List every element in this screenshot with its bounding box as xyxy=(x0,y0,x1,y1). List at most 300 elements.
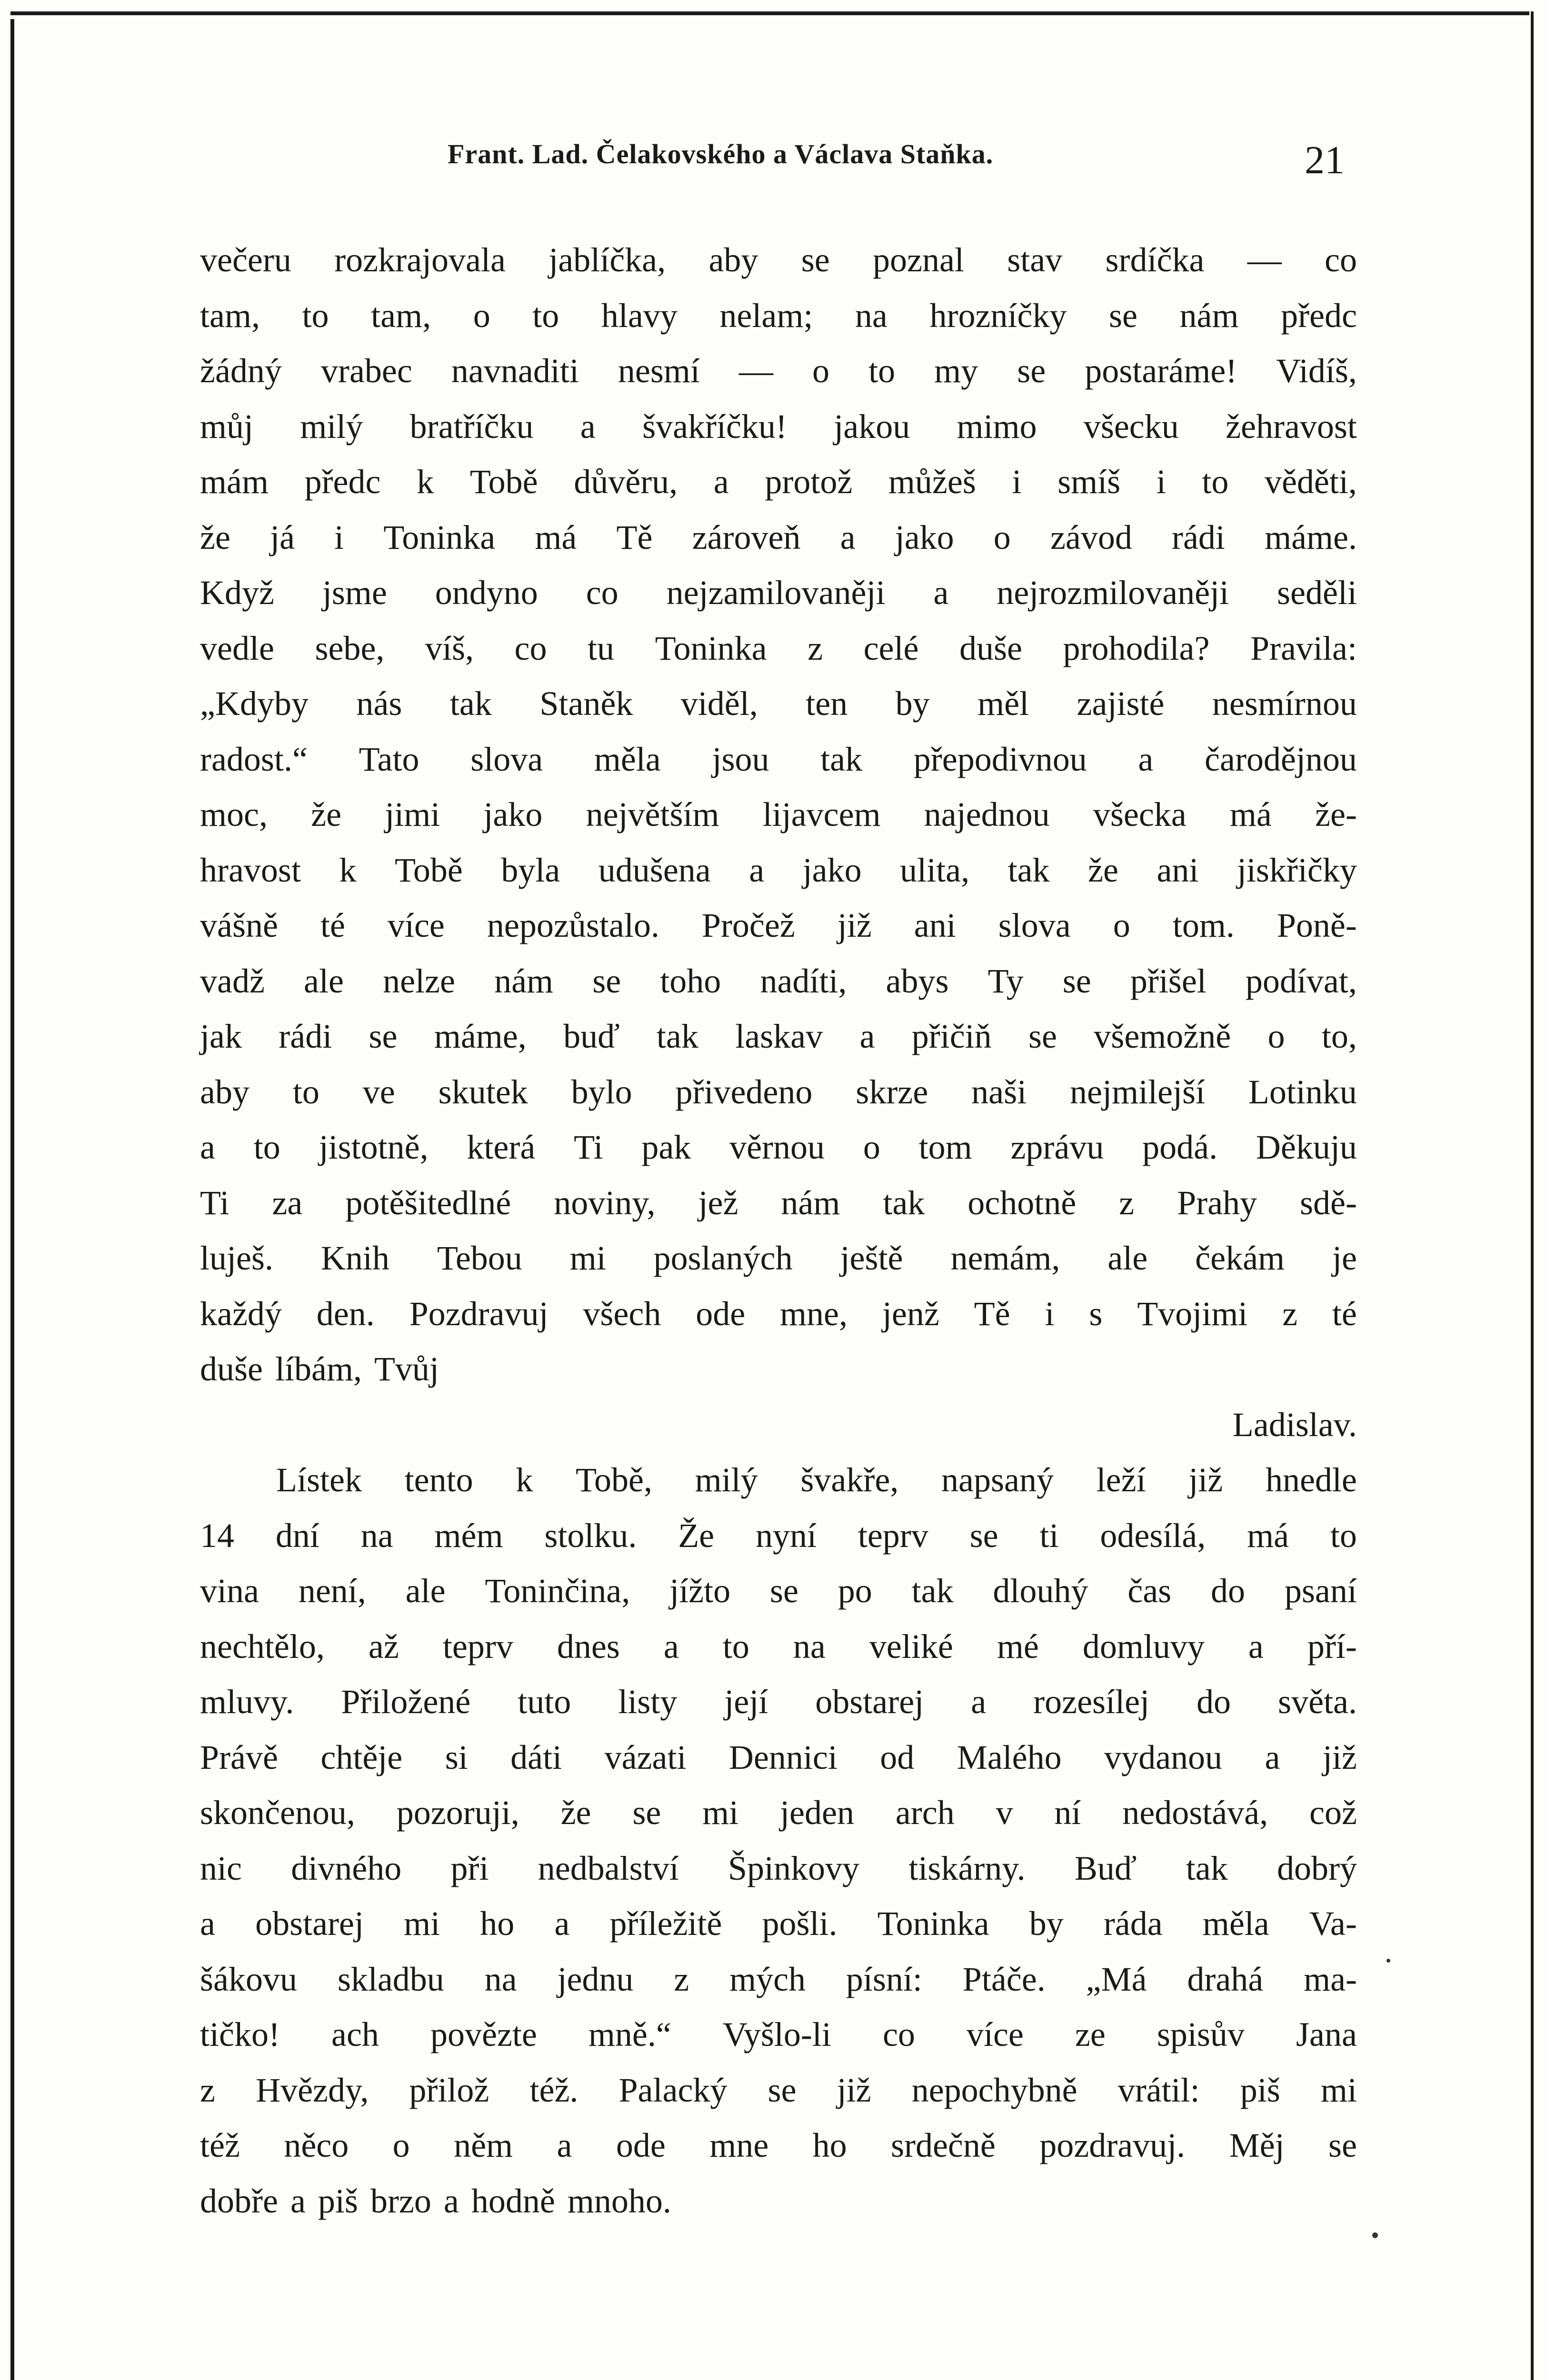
word: já xyxy=(270,518,295,556)
word: ráda xyxy=(1103,1904,1163,1943)
text-line xyxy=(200,232,1357,288)
word: tak xyxy=(911,1572,954,1610)
word: té xyxy=(320,906,345,944)
word: pozdravuj. xyxy=(1039,2126,1186,2164)
word: jimi xyxy=(385,795,440,833)
word: Měj xyxy=(1229,2126,1285,2164)
word: Tvojimi xyxy=(1137,1294,1248,1333)
word: vadž xyxy=(200,962,265,1000)
word: tak xyxy=(1186,1849,1228,1887)
word: s xyxy=(1089,1294,1103,1333)
word: arch xyxy=(895,1794,955,1832)
word: si xyxy=(445,1738,468,1776)
word: ho xyxy=(812,2126,847,2164)
text-line xyxy=(200,2063,1357,2118)
word: nesmí xyxy=(618,352,700,390)
word: laskav xyxy=(735,1017,823,1055)
text-line xyxy=(200,621,1357,676)
word: i xyxy=(1012,463,1022,501)
word: nepochybně xyxy=(911,2071,1077,2109)
word: tam, xyxy=(371,296,431,335)
word: již xyxy=(837,906,872,944)
word: písní: xyxy=(846,1960,922,1998)
word: o xyxy=(1113,906,1130,944)
word: všecka xyxy=(1093,795,1187,833)
text-line xyxy=(200,2118,1357,2173)
word: že- xyxy=(1315,795,1357,833)
word: v xyxy=(996,1794,1013,1832)
word: přepodivnou xyxy=(913,740,1087,778)
word: Toninka xyxy=(383,518,496,556)
word: se xyxy=(592,962,621,1000)
word: na xyxy=(360,1516,393,1555)
word: nadíti, xyxy=(760,962,847,1000)
word: vydanou xyxy=(1104,1738,1223,1776)
word: tak xyxy=(1007,851,1050,889)
word: můžeš xyxy=(888,463,976,501)
word: Palacký xyxy=(618,2071,728,2109)
text-line xyxy=(200,732,1357,787)
word: k xyxy=(417,463,434,501)
word: ondyno xyxy=(435,574,538,612)
word: mnoho. xyxy=(567,2182,671,2220)
word: všemožně xyxy=(1094,1017,1231,1055)
word: aby xyxy=(708,241,758,279)
text-line xyxy=(200,565,1357,621)
page-number: 21 xyxy=(1305,138,1345,182)
word: ale xyxy=(304,962,344,1000)
word: Ptáče. xyxy=(962,1960,1046,1998)
word: z xyxy=(808,629,823,667)
word: navnaditi xyxy=(451,352,579,390)
text-line xyxy=(200,2173,1357,2229)
word: jsou xyxy=(712,740,769,778)
word: již xyxy=(837,2071,871,2109)
text-line xyxy=(200,1563,1357,1619)
word: jablíčka, xyxy=(549,241,666,279)
word: něco xyxy=(284,2126,349,2164)
word: skrze xyxy=(856,1072,928,1111)
word: Že xyxy=(678,1516,715,1555)
word: ho xyxy=(480,1904,515,1943)
word: jako xyxy=(895,518,954,556)
word: přičiň xyxy=(911,1017,992,1055)
text-line xyxy=(200,1896,1357,1952)
word: se xyxy=(1028,1017,1057,1055)
word: nejmilejší xyxy=(1070,1072,1205,1111)
text-line xyxy=(200,1841,1357,1896)
word: nejzamilovaněji xyxy=(666,574,886,612)
word: nesmírnou xyxy=(1212,684,1357,723)
page-edge-right xyxy=(1531,11,1534,2380)
word: Když xyxy=(200,574,274,612)
word: byla xyxy=(501,851,560,889)
word: Vidíš, xyxy=(1276,352,1357,390)
word: radost.“ xyxy=(200,740,308,778)
word: to xyxy=(722,1627,749,1666)
word: Tobě xyxy=(394,851,463,889)
word: obstarej xyxy=(255,1904,364,1943)
word: nelze xyxy=(383,962,455,1000)
word: přivedeno xyxy=(675,1072,813,1111)
text-line xyxy=(200,288,1357,344)
word: moc, xyxy=(200,795,268,833)
word: švakříčku! xyxy=(642,407,787,446)
word: divného xyxy=(291,1849,402,1887)
word: jistotně, xyxy=(319,1128,429,1166)
page-edge-top xyxy=(10,11,1529,15)
text-line xyxy=(200,454,1357,510)
word: 14 xyxy=(200,1516,234,1555)
word: mi xyxy=(702,1794,739,1832)
word: brzo xyxy=(370,2182,431,2220)
word: pošli. xyxy=(762,1904,838,1943)
word: celé xyxy=(863,629,919,667)
text-line xyxy=(200,1452,1357,1508)
text-line xyxy=(200,898,1357,953)
word: měl xyxy=(977,684,1029,723)
word: to xyxy=(253,1128,280,1166)
word: mám xyxy=(200,463,269,501)
word: tu xyxy=(588,629,615,667)
word: o xyxy=(1267,1017,1285,1055)
word: naši xyxy=(971,1072,1027,1111)
word: jiskřičky xyxy=(1237,851,1357,889)
word: jako xyxy=(802,851,862,889)
word: máme, xyxy=(434,1017,527,1055)
word: to, xyxy=(1321,1017,1357,1055)
word: viděl, xyxy=(680,684,758,723)
word: čarodějnou xyxy=(1205,740,1357,778)
word: věděti, xyxy=(1264,463,1357,501)
word: všecku xyxy=(1083,407,1179,446)
word: mne, xyxy=(780,1294,848,1333)
word: leží xyxy=(1096,1461,1146,1499)
word: co xyxy=(586,574,618,612)
word: aby xyxy=(200,1072,249,1111)
running-head: Frant. Lad. Čelakovského a Václava Staňka. xyxy=(448,139,994,169)
word: světa. xyxy=(1278,1683,1357,1721)
word: a xyxy=(749,851,765,889)
word: podá. xyxy=(1142,1128,1218,1166)
text-line xyxy=(200,843,1357,898)
word: skutek xyxy=(438,1072,528,1111)
word: rádi xyxy=(279,1017,332,1055)
word: žehravost xyxy=(1226,407,1357,446)
word: se xyxy=(1017,352,1046,390)
word: by xyxy=(1029,1904,1064,1943)
text-line xyxy=(200,1064,1357,1120)
word: tičko! xyxy=(200,2015,280,2053)
word: má xyxy=(1247,1516,1289,1555)
word: psaní xyxy=(1284,1572,1357,1610)
text-line xyxy=(200,510,1357,565)
word: Pravila: xyxy=(1250,629,1357,667)
word: není, xyxy=(298,1572,366,1610)
word: Pročež xyxy=(701,906,795,944)
word: a xyxy=(859,1017,875,1055)
word: tuto xyxy=(518,1683,571,1721)
word: již xyxy=(1188,1461,1223,1499)
word: Tvůj xyxy=(374,1350,439,1388)
word: pak xyxy=(641,1128,691,1166)
word: více xyxy=(966,2015,1024,2053)
word: ze xyxy=(1075,2015,1106,2053)
word: největším xyxy=(586,795,719,833)
text-line xyxy=(200,953,1357,1009)
word: tak xyxy=(449,684,492,723)
word: a xyxy=(1265,1738,1280,1776)
word: mně.“ xyxy=(588,2015,671,2053)
word: tak xyxy=(883,1183,925,1222)
text-line xyxy=(200,787,1357,843)
word: den. xyxy=(316,1294,375,1333)
word: srdečně xyxy=(890,2126,996,2164)
word: se xyxy=(1328,2126,1357,2164)
word: Lístek xyxy=(276,1461,362,1499)
word: Přiložené xyxy=(341,1683,471,1721)
word: Ti xyxy=(200,1183,229,1222)
word: Tě xyxy=(974,1294,1010,1333)
word: Tobě, xyxy=(576,1461,652,1499)
word: a xyxy=(1248,1627,1264,1666)
text-line xyxy=(200,2007,1357,2063)
word: teprv xyxy=(858,1516,928,1555)
word: do xyxy=(1197,1683,1231,1721)
word: Tebou xyxy=(437,1239,522,1277)
word: Ti xyxy=(574,1128,603,1166)
word: rádi xyxy=(1172,518,1225,556)
word: to xyxy=(532,296,559,335)
word: slova xyxy=(470,740,543,778)
page-edge-left xyxy=(10,19,14,2380)
word: na xyxy=(484,1960,517,1998)
word: o xyxy=(392,2126,410,2164)
word: což xyxy=(1309,1794,1357,1832)
word: též xyxy=(200,2126,240,2164)
word: mluvy. xyxy=(200,1683,294,1721)
word: ale xyxy=(1107,1239,1148,1277)
word: je xyxy=(1332,1239,1357,1277)
word: duše xyxy=(200,1350,263,1388)
word: a xyxy=(713,463,729,501)
word: skladbu xyxy=(337,1960,444,1998)
word: též. xyxy=(529,2071,579,2109)
word: piš xyxy=(1240,2071,1280,2109)
word: jeden xyxy=(780,1794,854,1832)
word: najednou xyxy=(924,795,1050,833)
word: milý xyxy=(695,1461,758,1499)
word: nás xyxy=(356,684,402,723)
word: dobře xyxy=(200,2182,278,2220)
word: předc xyxy=(1281,296,1357,335)
text-line xyxy=(200,676,1357,732)
word: to xyxy=(1202,463,1229,501)
word: to xyxy=(302,296,329,335)
word: povězte xyxy=(430,2015,537,2053)
word: hodně xyxy=(471,2182,555,2220)
word: všech xyxy=(583,1294,661,1333)
word: to xyxy=(1330,1516,1357,1555)
word: i xyxy=(1156,463,1166,501)
word: přilož xyxy=(409,2071,489,2109)
word: udušena xyxy=(598,851,711,889)
word: Lotinku xyxy=(1248,1072,1357,1111)
word: že xyxy=(200,518,230,556)
word: zajisté xyxy=(1077,684,1165,723)
word: vina xyxy=(200,1572,259,1610)
word: hrozníčky xyxy=(929,296,1067,335)
word: ve xyxy=(362,1072,395,1111)
word: vázati xyxy=(604,1738,687,1776)
word: i xyxy=(1045,1294,1055,1333)
word: bylo xyxy=(571,1072,632,1111)
word: že xyxy=(1088,851,1118,889)
word: čas xyxy=(1127,1572,1172,1610)
word: Pozdravuj xyxy=(409,1294,549,1333)
text-line xyxy=(200,1397,1357,1453)
word: nechtělo, xyxy=(200,1627,325,1666)
word: máme. xyxy=(1265,518,1357,556)
word: ochotně xyxy=(967,1183,1077,1222)
word: tam, xyxy=(200,296,260,335)
word: se xyxy=(1108,296,1137,335)
word: pozoruji, xyxy=(396,1794,519,1832)
word: dní xyxy=(275,1516,319,1555)
word: něm xyxy=(454,2126,513,2164)
word: vášně xyxy=(200,906,278,944)
word: její xyxy=(724,1683,768,1721)
word: tom. xyxy=(1172,906,1235,944)
word: se xyxy=(768,2071,797,2109)
print-speck xyxy=(1386,1959,1390,1963)
word: a xyxy=(580,407,596,446)
word: dáti xyxy=(510,1738,562,1776)
word: skončenou, xyxy=(200,1794,355,1832)
word: ode xyxy=(696,1294,746,1333)
word: již xyxy=(1322,1738,1357,1776)
word: tento xyxy=(404,1461,473,1499)
text-line xyxy=(200,1785,1357,1841)
word: má xyxy=(535,518,577,556)
word: Va- xyxy=(1309,1904,1357,1943)
word: dlouhý xyxy=(993,1572,1088,1610)
word: a xyxy=(663,1627,679,1666)
word: závod xyxy=(1050,518,1132,556)
word: žádný xyxy=(200,352,282,390)
word: co xyxy=(882,2015,915,2053)
text-line xyxy=(200,1120,1357,1175)
word: smíš xyxy=(1057,463,1121,501)
text-line xyxy=(200,1952,1357,2007)
word: chtěje xyxy=(320,1738,403,1776)
word: odesílá, xyxy=(1100,1516,1206,1555)
word: ještě xyxy=(840,1239,903,1277)
word: rozkrajovala xyxy=(334,241,506,279)
word: my xyxy=(934,352,978,390)
word: ma- xyxy=(1304,1960,1357,1998)
word: večeru xyxy=(200,241,291,279)
word: poznal xyxy=(872,241,964,279)
word: ten xyxy=(806,684,848,723)
word: Malého xyxy=(957,1738,1062,1776)
word: srdíčka xyxy=(1105,241,1205,279)
word: ti xyxy=(1039,1516,1059,1555)
word: Toninčina, xyxy=(485,1572,630,1610)
word: tiskárny. xyxy=(908,1849,1026,1887)
word: Tobě xyxy=(469,463,538,501)
word: a xyxy=(200,1904,215,1943)
word: pří- xyxy=(1307,1627,1357,1666)
word: seděli xyxy=(1277,574,1357,612)
word: z xyxy=(674,1960,689,1998)
word: do xyxy=(1211,1572,1246,1610)
word: prohodila? xyxy=(1063,629,1210,667)
word: piš xyxy=(318,2182,358,2220)
word: Ladislav. xyxy=(1232,1405,1357,1444)
word: se xyxy=(769,1572,798,1610)
word: toho xyxy=(660,962,721,1000)
text-line xyxy=(200,1619,1357,1675)
word: by xyxy=(895,684,930,723)
word: dnes xyxy=(557,1627,620,1666)
word: té xyxy=(1332,1294,1357,1333)
word: z xyxy=(1119,1183,1135,1222)
word: obstarej xyxy=(815,1683,924,1721)
word: a xyxy=(1138,740,1154,778)
word: jížto xyxy=(669,1572,731,1610)
word: Toninka xyxy=(877,1904,989,1943)
word: veliké xyxy=(869,1627,953,1666)
word: Staněk xyxy=(539,684,633,723)
word: tak xyxy=(656,1017,698,1055)
word: čekám xyxy=(1195,1239,1285,1277)
word: Dennici xyxy=(728,1738,838,1776)
word: o xyxy=(993,518,1011,556)
text-line xyxy=(200,1341,1357,1397)
word: jsme xyxy=(322,574,387,612)
word: Právě xyxy=(200,1738,278,1776)
word: jakou xyxy=(834,407,910,446)
word: se xyxy=(632,1794,661,1832)
word: tak xyxy=(820,740,863,778)
text-line xyxy=(200,343,1357,399)
word: a xyxy=(554,1904,570,1943)
word: to xyxy=(292,1072,319,1111)
word: dobrý xyxy=(1277,1849,1357,1887)
word: slova xyxy=(998,906,1071,944)
word: předc xyxy=(304,463,381,501)
word: můj xyxy=(200,407,254,446)
word: že xyxy=(311,795,342,833)
word: protož xyxy=(765,463,853,501)
word: mi xyxy=(1320,2071,1357,2109)
word: od xyxy=(880,1738,915,1776)
word: jak xyxy=(200,1017,242,1055)
word: věrnou xyxy=(729,1128,825,1166)
word: mém xyxy=(434,1516,503,1555)
word: mne xyxy=(709,2126,769,2164)
word: za xyxy=(272,1183,303,1222)
word: příležitě xyxy=(609,1904,722,1943)
word: zprávu xyxy=(1010,1128,1104,1166)
word: Hvězdy, xyxy=(256,2071,369,2109)
word: mi xyxy=(569,1239,606,1277)
word: postaráme! xyxy=(1085,352,1237,390)
word: — xyxy=(738,352,773,390)
word: spisův xyxy=(1157,2015,1245,2053)
word: stolku. xyxy=(544,1516,637,1555)
